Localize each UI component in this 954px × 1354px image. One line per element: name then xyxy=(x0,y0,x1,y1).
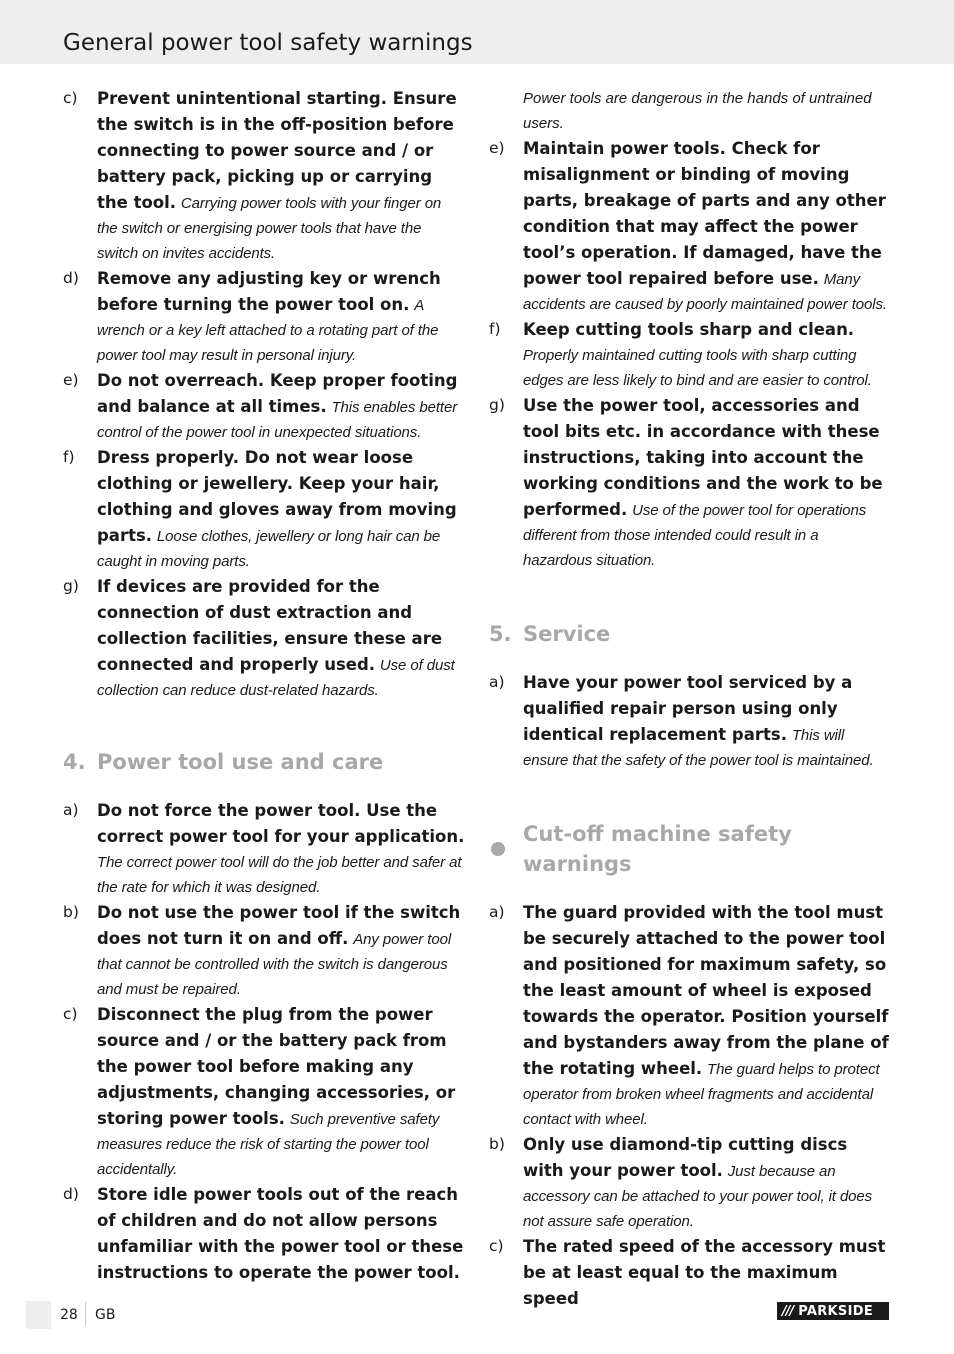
item-marker: c) xyxy=(489,1237,504,1255)
item-marker: a) xyxy=(489,903,505,921)
continuation-text: Power tools are dangerous in the hands of untrained users. xyxy=(523,90,872,132)
list-item xyxy=(63,368,465,445)
item-italic-text: A wrench or a key left attached to a rotating part of the power tool may result in personal injury. xyxy=(97,297,439,364)
item-italic-text: Loose clothes, jewellery or long hair can be caught in moving parts. xyxy=(97,528,441,570)
item-marker: e) xyxy=(63,371,79,389)
list-item xyxy=(489,393,891,573)
item-marker: a) xyxy=(489,673,505,691)
list-item xyxy=(489,136,891,317)
section-heading-power-tool-use xyxy=(63,747,465,777)
footer-box xyxy=(26,1301,51,1329)
item-marker: g) xyxy=(489,396,505,414)
item-bold-text: Do not overreach. Keep proper footing and balance at all times. xyxy=(97,371,458,416)
item-marker: f) xyxy=(489,320,501,338)
item-bold-text: Store idle power tools out of the reach of children and do not allow persons unfamiliar with the power tool or these instructions to operate the power tool. xyxy=(97,1185,464,1282)
item-italic-text: This will ensure that the safety of the power tool is maintained. xyxy=(523,727,874,769)
item-marker: f) xyxy=(63,448,75,466)
item-bold-text: Do not use the power tool if the switch does not turn it on and off. xyxy=(97,903,461,948)
item-marker: g) xyxy=(63,577,79,595)
item-marker: e) xyxy=(489,139,505,157)
item-italic-text: Such preventive safety measures reduce the risk of starting the power tool accidentally. xyxy=(97,1111,440,1178)
item-italic-text: The correct power tool will do the job better and safer at the rate for which it was designed. xyxy=(97,854,462,896)
item-italic-text: The guard helps to protect operator from broken wheel fragments and accidental contact with wheel. xyxy=(523,1061,880,1128)
item-bold-text: Have your power tool serviced by a qualified repair person using only identical replacement parts. xyxy=(523,673,853,744)
item-italic-text: Use of dust collection can reduce dust-related hazards. xyxy=(97,657,455,699)
item-bold-text: Do not force the power tool. Use the correct power tool for your application. xyxy=(97,801,465,846)
section-title: Power tool use and care xyxy=(97,750,384,774)
list-item xyxy=(489,317,891,393)
list-item xyxy=(63,798,465,900)
list-item xyxy=(63,445,465,574)
item-italic-text: Many accidents are caused by poorly maintained power tools. xyxy=(523,271,887,313)
item-italic-text: Just because an accessory can be attached to your power tool, it does not assure safe operation. xyxy=(523,1163,873,1230)
item-bold-text: Only use diamond-tip cutting discs with your power tool. xyxy=(523,1135,848,1180)
item-marker: c) xyxy=(63,89,78,107)
brand-name: PARKSIDE xyxy=(798,1303,874,1319)
list-item xyxy=(63,266,465,368)
item-bold-text: The guard provided with the tool must be securely attached to the power tool and positioned for maximum safety, so the least amount of wheel is exposed towards the operator. Position yourself and bystanders away from the plane of the rotating wheel. xyxy=(523,903,889,1078)
section-heading-service xyxy=(489,619,891,649)
item-italic-text: Any power tool that cannot be controlled with the switch is dangerous and must be repaired. xyxy=(97,931,452,998)
item-marker: c) xyxy=(63,1005,78,1023)
right-column xyxy=(489,86,891,1312)
item-marker: b) xyxy=(63,903,79,921)
list-item xyxy=(63,1182,465,1286)
page-number: 28 xyxy=(60,1307,78,1323)
item-marker: d) xyxy=(63,1185,79,1203)
list-item xyxy=(489,1132,891,1234)
list-item xyxy=(489,900,891,1132)
section-number: 4. xyxy=(63,750,86,774)
page-title: General power tool safety warnings xyxy=(63,30,473,56)
item-bold-text: If devices are provided for the connection of dust extraction and collection facilities, ensure these are connected and properly used. xyxy=(97,577,443,674)
item-bold-text: Use the power tool, accessories and tool bits etc. in accordance with these instructions, taking into account the working conditions and the work to be performed. xyxy=(523,396,883,519)
footer-divider xyxy=(85,1302,86,1326)
item-italic-text: Properly maintained cutting tools with sharp cutting edges are less likely to bind and are easier to control. xyxy=(523,347,872,389)
list-item xyxy=(63,900,465,1002)
list-item xyxy=(489,1234,891,1312)
item-marker: b) xyxy=(489,1135,505,1153)
section-heading-cutoff xyxy=(489,819,891,879)
item-bold-text: Keep cutting tools sharp and clean. xyxy=(523,320,855,339)
item-marker: a) xyxy=(63,801,79,819)
list-item xyxy=(63,86,465,266)
list-item xyxy=(489,670,891,773)
item-italic-text: This enables better control of the power tool in unexpected situations. xyxy=(97,399,458,441)
left-column xyxy=(63,86,465,1286)
item-italic-text: Carrying power tools with your finger on the switch or energising power tools that have the switch on invites accidents. xyxy=(97,195,442,262)
item-bold-text: Prevent unintentional starting. Ensure the switch is in the off-position before connecting to power source and / or battery pack, picking up or carrying the tool. xyxy=(97,89,457,212)
item-italic-text: Use of the power tool for operations different from those intended could result in a hazardous situation. xyxy=(523,502,867,569)
item-bold-text: Disconnect the plug from the power source and / or the battery pack from the power tool before making any adjustments, changing accessories, or storing power tools. xyxy=(97,1005,456,1128)
item-bold-text: Remove any adjusting key or wrench before turning the power tool on. xyxy=(97,269,441,314)
section-title: Service xyxy=(523,622,611,646)
list-item xyxy=(63,574,465,703)
list-item xyxy=(63,1002,465,1182)
item-bold-text: The rated speed of the accessory must be at least equal to the maximum speed xyxy=(523,1237,886,1308)
section-number: 5. xyxy=(489,622,512,646)
brand-stripes-icon: /// xyxy=(782,1303,794,1319)
item-marker: d) xyxy=(63,269,79,287)
brand-logo xyxy=(777,1302,889,1320)
item-bold-text: Maintain power tools. Check for misalignment or binding of moving parts, breakage of parts and any other condition that may affect the power tool’s operation. If damaged, have the power tool repaired before use. xyxy=(523,139,886,288)
bullet-icon xyxy=(491,842,505,856)
item-bold-text: Dress properly. Do not wear loose clothing or jewellery. Keep your hair, clothing and gloves away from moving parts. xyxy=(97,448,457,545)
language-code: GB xyxy=(95,1307,116,1323)
section-title: Cut-off machine safety warnings xyxy=(523,822,792,876)
